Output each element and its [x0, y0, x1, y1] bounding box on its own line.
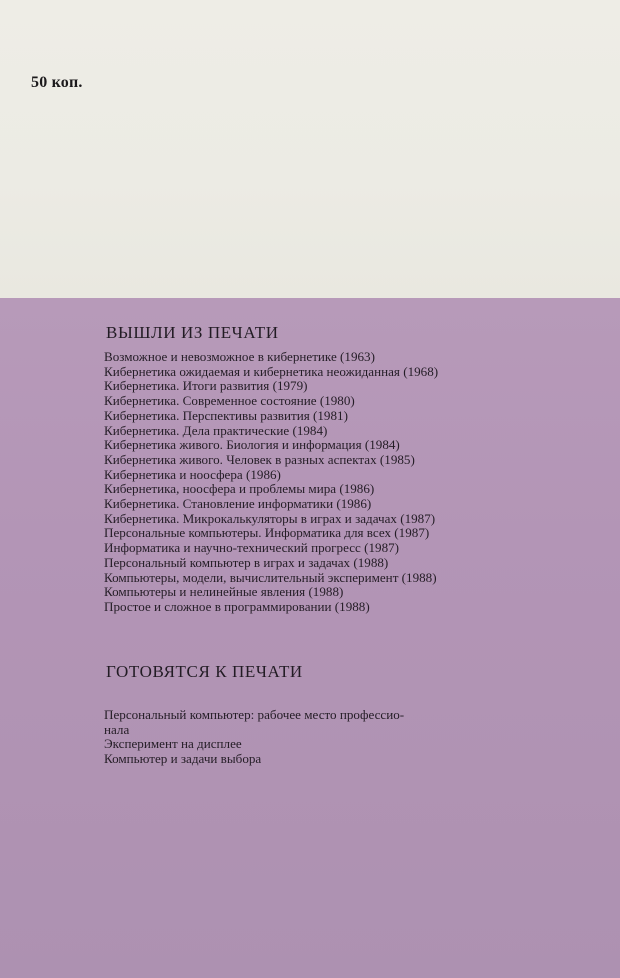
- published-book-item: Кибернетика. Перспективы развития (1981): [104, 407, 348, 423]
- cover-top-area: [0, 0, 620, 298]
- published-book-item: Возможное и невозможное в кибернетике (1963): [104, 349, 375, 364]
- forthcoming-heading: ГОТОВЯТСЯ К ПЕЧАТИ: [106, 662, 303, 681]
- price-label: 50 коп.: [31, 74, 83, 91]
- published-book-item: Информатика и научно-технический прогресс (1987): [104, 540, 400, 556]
- forthcoming-book-item: Эксперимент на дисплее: [104, 736, 242, 752]
- published-book-item: Компьютеры и нелинейные явления (1988): [104, 584, 344, 600]
- published-book-item: Персональные компьютеры. Информатика для всех (1987): [104, 525, 430, 541]
- published-book-item: Кибернетика ожидаемая и кибернетика неожиданная (1968): [104, 363, 439, 379]
- forthcoming-book-item: нала: [104, 721, 130, 737]
- forthcoming-book-item: Персональный компьютер: рабочее место профессио-: [104, 707, 405, 722]
- forthcoming-book-item: Компьютер и задачи выбора: [104, 751, 262, 767]
- published-book-item: Простое и сложное в программировании (1988): [104, 598, 370, 614]
- published-book-item: Компьютеры, модели, вычислительный эксперимент (1988): [104, 569, 437, 585]
- published-book-item: Персональный компьютер в играх и задачах (1988): [104, 554, 389, 570]
- published-book-list: [104, 350, 524, 615]
- published-book-item: Кибернетика. Итоги развития (1979): [104, 378, 308, 394]
- published-book-item: Кибернетика живого. Биология и информация (1984): [104, 437, 400, 453]
- published-book-item: Кибернетика, ноосфера и проблемы мира (1986): [104, 481, 375, 497]
- published-heading: ВЫШЛИ ИЗ ПЕЧАТИ: [106, 323, 279, 342]
- published-book-item: Кибернетика. Микрокалькуляторы в играх и задачах (1987): [104, 510, 436, 526]
- published-book-item: Кибернетика. Становление информатики (1986): [104, 496, 372, 512]
- published-book-item: Кибернетика и ноосфера (1986): [104, 466, 281, 482]
- published-book-item: Кибернетика. Дела практические (1984): [104, 422, 328, 438]
- published-book-item: Кибернетика живого. Человек в разных аспектах (1985): [104, 451, 415, 467]
- forthcoming-book-list: [104, 708, 484, 767]
- published-book-item: Кибернетика. Современное состояние (1980): [104, 393, 355, 409]
